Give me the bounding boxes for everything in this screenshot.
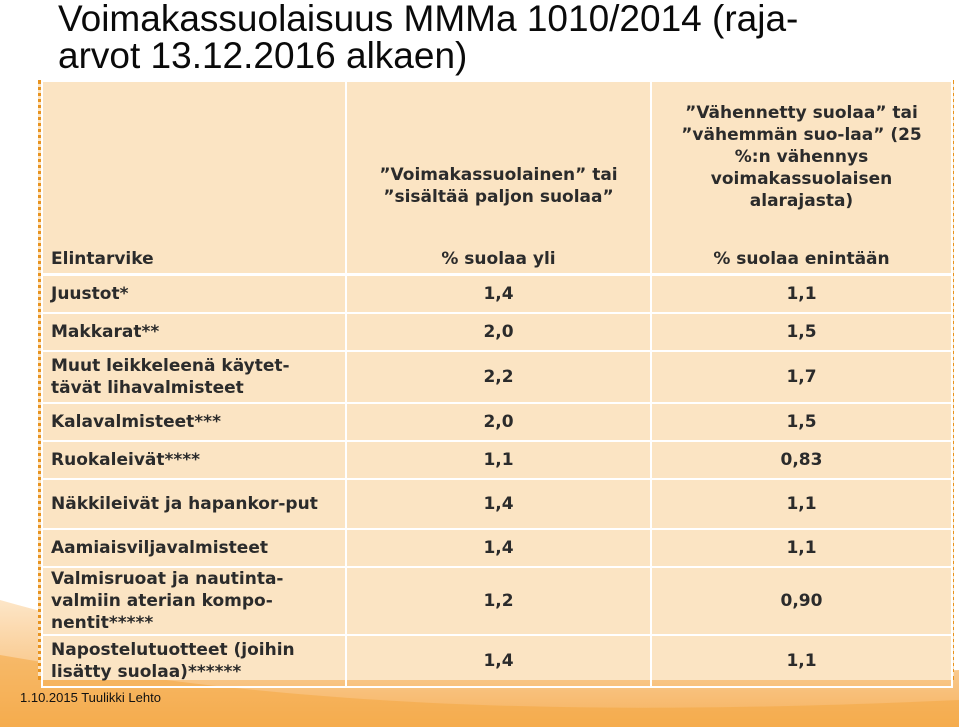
table-row bbox=[42, 441, 952, 479]
header-high-salt-unit: % suolaa yli bbox=[441, 249, 556, 269]
reduced-salt-cell: 1,1 bbox=[651, 529, 952, 567]
table-row bbox=[42, 313, 952, 351]
salt-limits-table bbox=[41, 80, 953, 688]
reduced-salt-cell: 1,1 bbox=[651, 275, 952, 313]
food-cell: Näkkileivät ja hapankor-put bbox=[42, 479, 346, 529]
high-salt-cell: 2,0 bbox=[346, 313, 651, 351]
header-reduced-salt-unit: % suolaa enintään bbox=[713, 249, 890, 269]
high-salt-cell: 1,1 bbox=[346, 441, 651, 479]
reduced-salt-cell: 1,1 bbox=[651, 635, 952, 687]
food-cell: Juustot* bbox=[42, 275, 346, 313]
high-salt-cell: 1,2 bbox=[346, 567, 651, 635]
header-food: Elintarvike bbox=[42, 81, 346, 275]
table-row bbox=[42, 567, 952, 635]
high-salt-cell: 1,4 bbox=[346, 529, 651, 567]
header-high-salt-desc: ”Voimakassuolainen” tai ”sisältää paljon suolaa” bbox=[379, 165, 618, 207]
food-cell: Ruokaleivät**** bbox=[42, 441, 346, 479]
food-cell: Aamiaisviljavalmisteet bbox=[42, 529, 346, 567]
header-reduced-salt bbox=[651, 81, 952, 275]
header-high-salt bbox=[346, 81, 651, 275]
table-row bbox=[42, 635, 952, 687]
food-cell: Napostelutuotteet (joihin lisätty suolaa)****** bbox=[42, 635, 346, 687]
slide-title: Voimakassuolaisuus MMMa 1010/2014 (raja- arvot 13.12.2016 alkaen) bbox=[58, 0, 799, 76]
high-salt-cell: 1,4 bbox=[346, 275, 651, 313]
food-cell: Kalavalmisteet*** bbox=[42, 403, 346, 441]
high-salt-cell: 2,2 bbox=[346, 351, 651, 403]
table-row bbox=[42, 529, 952, 567]
reduced-salt-cell: 0,90 bbox=[651, 567, 952, 635]
reduced-salt-cell: 0,83 bbox=[651, 441, 952, 479]
reduced-salt-cell: 1,1 bbox=[651, 479, 952, 529]
salt-limits-table-container bbox=[38, 80, 954, 680]
slide-footer: 1.10.2015 Tuulikki Lehto bbox=[20, 690, 161, 705]
food-cell: Muut leikkeleenä käytet-tävät lihavalmisteet bbox=[42, 351, 346, 403]
high-salt-cell: 1,4 bbox=[346, 479, 651, 529]
header-reduced-salt-desc: ”Vähennetty suolaa” tai ”vähemmän suo-laa” (25 %:n vähennys voimakassuolaisen alarajasta) bbox=[681, 103, 922, 211]
food-cell: Valmisruoat ja nautinta-valmiin aterian kompo-nentit***** bbox=[42, 567, 346, 635]
food-cell: Makkarat** bbox=[42, 313, 346, 351]
reduced-salt-cell: 1,5 bbox=[651, 313, 952, 351]
table-row bbox=[42, 351, 952, 403]
table-row bbox=[42, 403, 952, 441]
table-row bbox=[42, 479, 952, 529]
reduced-salt-cell: 1,5 bbox=[651, 403, 952, 441]
high-salt-cell: 2,0 bbox=[346, 403, 651, 441]
table-row bbox=[42, 275, 952, 313]
table-header-row bbox=[42, 81, 952, 275]
high-salt-cell: 1,4 bbox=[346, 635, 651, 687]
reduced-salt-cell: 1,7 bbox=[651, 351, 952, 403]
